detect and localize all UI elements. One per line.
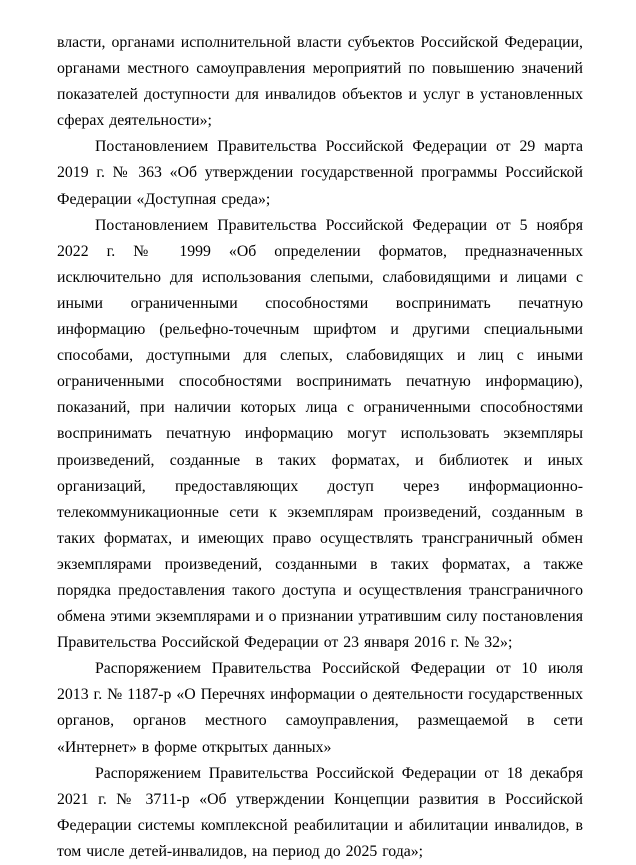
paragraph-ordinance-3711: Распоряжением Правительства Российской Федерации от 18 декабря 2021 г. № 3711-р «Об утверждении Концепции развития в Российской Федерации системы комплексной реабилитации и абилитации инвалидов, в том числе детей-инвалидов, на период до 2025 года»; bbox=[57, 764, 583, 860]
paragraph-resolution-1999: Постановлением Правительства Российской Федерации от 5 ноября 2022 г. № 1999 «Об определении форматов, предназначенных исключительно для использования слепыми, слабовидящими и лицами с иными ограниченными способностями воспринимать печатную информацию (рельефно-точечным шрифтом и другими специальными способами, доступными для слепых, слабовидящих и лиц с иными ограниченными способностями воспринимать печатную информацию), показаний, при наличии которых лица с ограниченными способностями воспринимать печатную информацию могут использовать экземпляры произведений, созданные в таких форматах, и библиотек и иных организаций, предоставляющих доступ через информационно-телекоммуникационные сети к экземплярам произведений, созданным в таких форматах, и имеющих право осуществлять трансграничный обмен экземплярами произведений, созданными в таких форматах, а также порядка предоставления такого доступа и осуществления трансграничного обмена этими экземплярами и о признании утратившим силу постановления Правительства Российской Федерации от 23 января 2016 г. № 32»; bbox=[57, 216, 583, 652]
paragraph-continuation: власти, органами исполнительной власти субъектов Российской Федерации, органами местного самоуправления мероприятий по повышению значений показателей доступности для инвалидов объектов и услуг в установленных сферах деятельности»; bbox=[57, 34, 583, 130]
paragraph-ordinance-1187: Распоряжением Правительства Российской Федерации от 10 июля 2013 г. № 1187-р «О Перечнях информации о деятельности государственных органов, органов местного самоуправления, размещаемой в сети «Интернет» в форме открытых данных» bbox=[57, 660, 583, 756]
paragraph-resolution-363: Постановлением Правительства Российской Федерации от 29 марта 2019 г. № 363 «Об утверждении государственной программы Российской Федерации «Доступная среда»; bbox=[57, 138, 583, 208]
